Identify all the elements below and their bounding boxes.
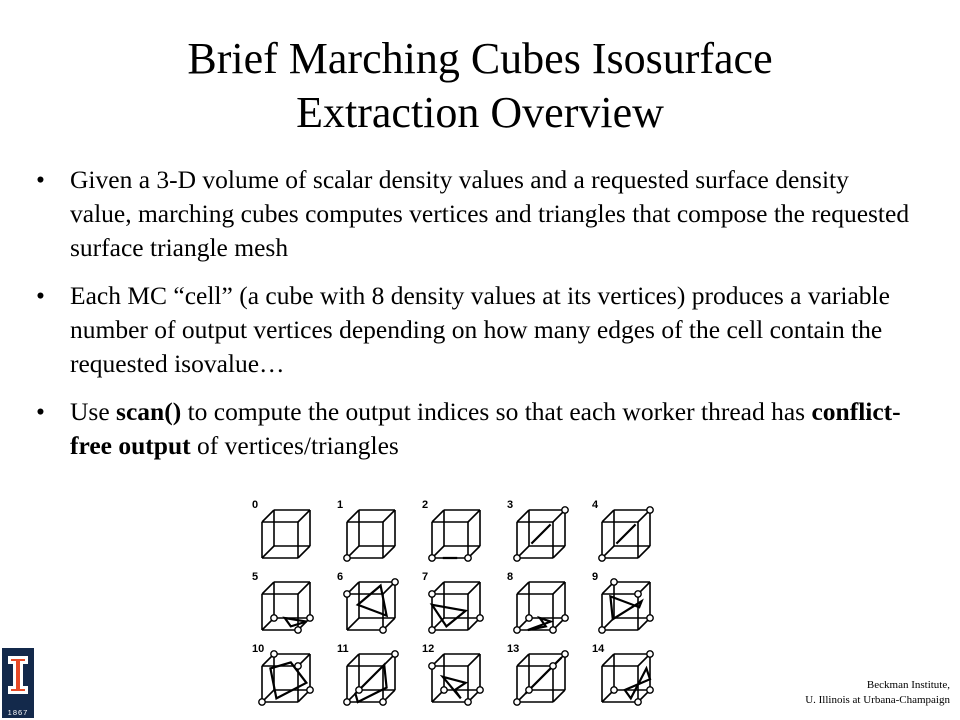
- mc-case-13: [507, 643, 568, 705]
- marked-vertex: [514, 555, 520, 561]
- mc-case-10: [252, 643, 313, 705]
- marked-vertex: [441, 687, 447, 693]
- marked-vertex: [477, 687, 483, 693]
- marching-cubes-cases-figure: [240, 492, 680, 714]
- marked-vertex: [562, 507, 568, 513]
- mc-case-6: [337, 571, 398, 633]
- marked-vertex: [647, 615, 653, 621]
- cube-wireframe: [347, 582, 395, 630]
- mc-case-0: [252, 499, 310, 558]
- mc-case-2: [422, 499, 480, 561]
- marked-vertex: [429, 627, 435, 633]
- marked-vertex: [259, 699, 265, 705]
- title-line-2: Extraction Overview: [296, 88, 664, 137]
- case-label: 9: [592, 571, 599, 583]
- bullet-bold-conflict-free: conflict-free output: [70, 397, 901, 460]
- block-i-icon: [2, 648, 34, 704]
- mc-case-9: [592, 571, 653, 633]
- footer-line-1: Beckman Institute,: [866, 679, 950, 691]
- marked-vertex: [380, 699, 386, 705]
- marked-vertex: [526, 687, 532, 693]
- mc-case-1: [337, 499, 395, 561]
- case-label: 12: [422, 643, 435, 655]
- isosurface-triangle: [616, 524, 635, 543]
- university-logo: [2, 648, 34, 718]
- marked-vertex: [611, 579, 617, 585]
- marked-vertex: [307, 615, 313, 621]
- isosurface-triangle: [355, 665, 386, 702]
- bullet-bold-scan: scan(): [116, 397, 182, 426]
- case-label: 3: [507, 499, 514, 511]
- marked-vertex: [526, 615, 532, 621]
- marked-vertex: [611, 687, 617, 693]
- isosurface-triangle: [432, 605, 466, 627]
- marked-vertex: [647, 507, 653, 513]
- marked-vertex: [635, 591, 641, 597]
- marked-vertex: [465, 555, 471, 561]
- bullet-text: Given a 3-D volume of scalar density values and a requested surface density value, marching cubes computes vertices and triangles that compose the requested surface triangle mesh: [70, 165, 910, 262]
- slide-title: [0, 32, 960, 140]
- bullet-marker: •: [36, 281, 45, 310]
- case-label: 8: [507, 571, 514, 583]
- mc-case-12: [422, 643, 483, 705]
- bullet-text-part: of vertices/triangles: [190, 431, 399, 460]
- logo-year: 1867: [7, 708, 29, 717]
- case-label: 5: [252, 571, 259, 583]
- cube-wireframe: [517, 582, 565, 630]
- marked-vertex: [514, 699, 520, 705]
- bullet-item: [36, 395, 916, 463]
- marked-vertex: [562, 615, 568, 621]
- marked-vertex: [647, 651, 653, 657]
- marked-vertex: [635, 699, 641, 705]
- case-label: 6: [337, 571, 344, 583]
- cube-wireframe: [347, 510, 395, 558]
- cube-wireframe: [602, 654, 650, 702]
- marked-vertex: [429, 591, 435, 597]
- marked-vertex: [344, 555, 350, 561]
- marked-vertex: [514, 627, 520, 633]
- case-label: 0: [252, 499, 259, 511]
- case-label: 1: [337, 499, 344, 511]
- bullet-list: [36, 163, 916, 477]
- bullet-marker: •: [36, 165, 45, 194]
- bullet-marker: •: [36, 397, 45, 426]
- cube-wireframe: [432, 510, 480, 558]
- bullet-text-part: to compute the output indices so that each worker thread has: [181, 397, 812, 426]
- marked-vertex: [344, 699, 350, 705]
- marked-vertex: [429, 555, 435, 561]
- case-label: 7: [422, 571, 429, 583]
- bullet-item: [36, 163, 916, 265]
- cube-wireframe: [262, 510, 310, 558]
- marked-vertex: [647, 687, 653, 693]
- marked-vertex: [550, 627, 556, 633]
- marked-vertex: [344, 591, 350, 597]
- marked-vertex: [295, 627, 301, 633]
- footer-credit: [805, 678, 950, 708]
- mc-case-5: [252, 571, 313, 633]
- case-label: 13: [507, 643, 520, 655]
- mc-case-11: [337, 643, 398, 705]
- marked-vertex: [392, 651, 398, 657]
- cube-wireframe: [602, 582, 650, 630]
- marked-vertex: [599, 627, 605, 633]
- case-label: 4: [592, 499, 599, 511]
- marked-vertex: [271, 615, 277, 621]
- marked-vertex: [295, 663, 301, 669]
- title-line-1: Brief Marching Cubes Isosurface: [187, 34, 773, 83]
- marked-vertex: [429, 663, 435, 669]
- cube-wireframe: [432, 654, 480, 702]
- case-label: 11: [337, 643, 349, 655]
- marked-vertex: [392, 579, 398, 585]
- isosurface-triangle: [531, 524, 550, 543]
- marked-vertex: [477, 615, 483, 621]
- marked-vertex: [465, 699, 471, 705]
- mc-case-8: [507, 571, 568, 633]
- bullet-item: [36, 279, 916, 381]
- case-label: 2: [422, 499, 429, 511]
- isosurface-triangle: [610, 596, 641, 619]
- mc-case-3: [507, 499, 568, 561]
- mc-case-4: [592, 499, 653, 561]
- bullet-text: Each MC “cell” (a cube with 8 density values at its vertices) produces a variable number of output vertices depending on how many edges of the cell contain the requested isovalue…: [70, 281, 890, 378]
- marked-vertex: [562, 651, 568, 657]
- case-label: 14: [592, 643, 605, 655]
- case-label: 10: [252, 643, 265, 655]
- mc-case-7: [422, 571, 483, 633]
- marked-vertex: [599, 555, 605, 561]
- bullet-text-part: Use: [70, 397, 117, 426]
- footer-line-2: U. Illinois at Urbana-Champaign: [805, 694, 950, 706]
- marked-vertex: [550, 663, 556, 669]
- marked-vertex: [307, 687, 313, 693]
- mc-case-14: [592, 643, 653, 705]
- marked-vertex: [271, 651, 277, 657]
- marked-vertex: [356, 687, 362, 693]
- marked-vertex: [380, 627, 386, 633]
